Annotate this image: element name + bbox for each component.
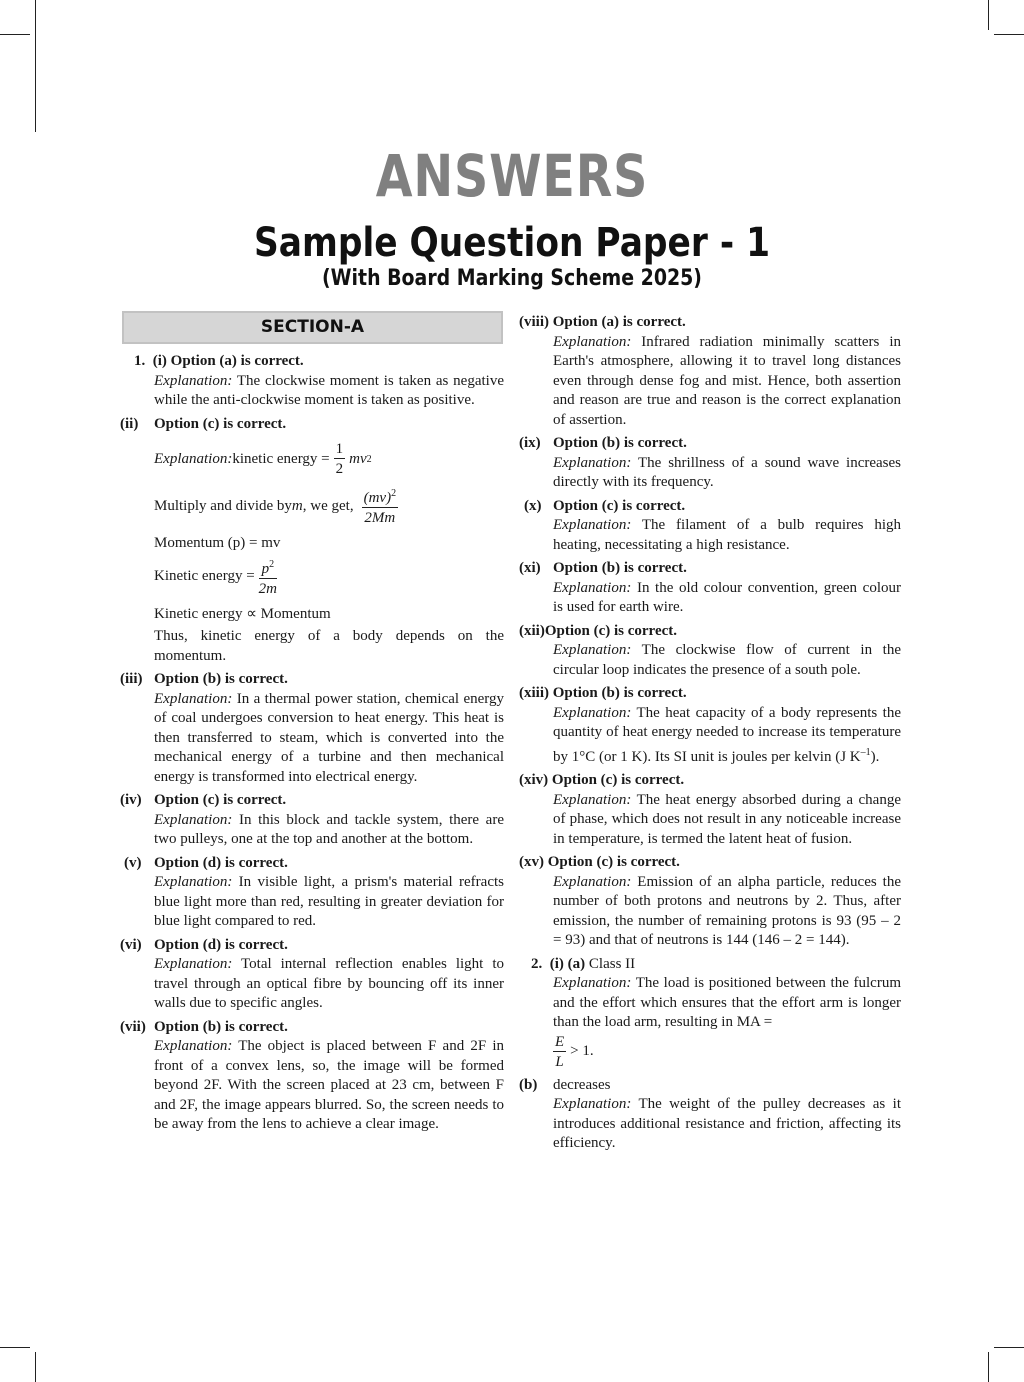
page-title: ANSWERS xyxy=(375,142,649,210)
explanation-label: Explanation: xyxy=(154,1038,233,1054)
answer-heading xyxy=(120,854,504,874)
answer-heading xyxy=(120,791,504,811)
equation-term: m xyxy=(291,497,303,514)
fraction-e-over-l xyxy=(553,1033,566,1072)
explanation-label: Explanation: xyxy=(154,372,233,389)
explanation-label: Explanation: xyxy=(553,873,632,890)
question-number: (xiii) xyxy=(519,685,549,701)
answer-option: Option (b) is correct. xyxy=(154,671,288,687)
explanation-text: Thus, kinetic energy of a body depends on the momentum. xyxy=(154,628,504,664)
crop-mark xyxy=(35,0,36,132)
equation-text: > 1. xyxy=(570,1043,594,1060)
equation-momentum: Momentum (p) = mv xyxy=(154,535,281,551)
answer-option: Option (c) is correct. xyxy=(547,854,680,870)
crop-mark xyxy=(988,0,989,30)
explanation-label: Explanation: xyxy=(553,454,632,471)
fraction-denominator: 2 xyxy=(335,461,344,477)
answer-heading xyxy=(519,559,901,579)
crop-mark xyxy=(0,34,30,35)
fraction-denominator: 2Mm xyxy=(364,510,396,526)
explanation-text: ). xyxy=(870,748,880,765)
answer-heading xyxy=(519,955,901,975)
crop-mark xyxy=(994,1347,1024,1348)
explanation-text: The shrillness of a sound wave increases directly with its frequency. xyxy=(553,454,901,490)
right-column xyxy=(519,313,901,1154)
answer-text: Class II xyxy=(588,955,636,972)
explanation-text: In this block and tackle system, there are two pulleys, one at the top and another at the bottom. xyxy=(154,811,504,847)
question-number: (iii) xyxy=(120,671,143,687)
answer-option: (i) Option (a) is correct. xyxy=(152,353,304,369)
question-number: (x) xyxy=(524,497,542,514)
question-number: 2. xyxy=(531,955,543,972)
answer-option: Option (a) is correct. xyxy=(552,314,686,330)
answer-heading xyxy=(519,622,901,642)
fraction-numerator: $p^2$ xyxy=(259,556,277,579)
answer-heading xyxy=(120,1018,504,1038)
answer-option: Option (b) is correct. xyxy=(154,1018,288,1035)
answer-option: Option (c) is correct. xyxy=(553,497,686,514)
fraction-mv xyxy=(362,485,398,528)
question-number: (xi) xyxy=(519,560,541,576)
answer-heading xyxy=(519,1076,901,1096)
question-number: (viii) xyxy=(519,314,549,330)
explanation-label: Explanation: xyxy=(553,1096,632,1112)
answer-option: Option (b) is correct. xyxy=(553,435,687,451)
explanation-text: Emission of an alpha particle, reduces the number of both protons and neutrons by 2. Thus, after emission, the number of remaining protons is 93 (95 – 2 = 93) and that of neutrons is 144 (146 – 2 = 144). xyxy=(553,873,901,948)
explanation-label: Explanation: xyxy=(154,811,233,828)
answer-heading xyxy=(519,771,901,791)
explanation-label: Explanation: xyxy=(154,450,233,467)
equation-term: mv xyxy=(349,450,367,467)
crop-mark xyxy=(0,1347,30,1348)
explanation xyxy=(120,955,504,1014)
explanation-text: Infrared radiation minimally scatters in Earth's atmosphere, allowing it to travel long distances even through dense fog and mist. Hence, both assertion and reason are true and reason is the correct explanation of assertion. xyxy=(553,333,901,428)
explanation xyxy=(120,690,504,788)
explanation-text: The weight of the pulley decreases as it introduces additional resistance and friction, affecting its efficiency. xyxy=(553,1096,901,1151)
fraction-numerator: (mv)$^2$ xyxy=(362,485,398,508)
answer-option: Option (b) is correct. xyxy=(553,560,687,576)
explanation xyxy=(519,454,901,493)
equation-text: Kinetic energy = xyxy=(154,568,255,585)
question-number: 1. xyxy=(134,353,146,369)
explanation-label: Explanation: xyxy=(553,333,632,350)
explanation-label: Explanation: xyxy=(553,791,632,808)
answer-option: Option (b) is correct. xyxy=(552,685,687,701)
explanation xyxy=(519,1095,901,1154)
answer-heading xyxy=(519,684,901,704)
explanation xyxy=(519,516,901,555)
equation-text: , we get, xyxy=(302,497,354,514)
fraction-numerator: 1 xyxy=(335,441,344,457)
equation-kinetic-energy: Explanation: kinetic energy = $\frac{1}{2}$ mv 2 xyxy=(154,441,372,477)
explanation xyxy=(120,873,504,932)
fraction-denominator: L xyxy=(555,1053,564,1070)
question-number: (xiv) xyxy=(519,772,549,788)
section-heading: SECTION-A xyxy=(122,311,503,344)
explanation-text: The filament of a bulb requires high heating, necessitating a high resistance. xyxy=(553,517,901,553)
answer-option: Option (c) is correct. xyxy=(551,772,685,788)
explanation-label: Explanation: xyxy=(154,956,233,972)
explanation-text: The clockwise moment is taken as negative while the anti-clockwise moment is taken as positive. xyxy=(154,372,504,408)
answer-heading xyxy=(519,313,901,333)
explanation xyxy=(120,811,504,850)
explanation-label: Explanation: xyxy=(154,690,233,707)
explanation-text: In the old colour convention, green colour is used for earth wire. xyxy=(553,579,901,615)
crop-mark xyxy=(994,34,1024,35)
explanation xyxy=(519,579,901,618)
answer-option: Option (d) is correct. xyxy=(154,936,288,953)
question-number: (v) xyxy=(124,854,142,871)
answer-heading xyxy=(120,415,504,435)
explanation-text: The object is placed between F and 2F in front of a convex lens, so, the image will be formed beyond 2F. With the screen placed at 23 cm, between F and 2F, the image appears blurred. So, the screen needs to be away from the lens to achieve a clear image. xyxy=(154,1038,504,1132)
paper-subtitle: (With Board Marking Scheme 2025) xyxy=(322,266,702,291)
explanation xyxy=(519,873,901,951)
explanation xyxy=(519,791,901,850)
explanation-label: Explanation: xyxy=(154,874,233,890)
answer-heading xyxy=(519,853,901,873)
answer-option: Option (c) is correct. xyxy=(154,792,287,808)
answer-heading xyxy=(519,497,901,517)
question-number: (iv) xyxy=(120,792,142,808)
explanation xyxy=(519,641,901,680)
equation-proportional: Kinetic energy ∝ Momentum xyxy=(154,605,331,622)
equation-text: Multiply and divide by xyxy=(154,497,292,514)
answer-label: (a) xyxy=(567,955,586,972)
question-number: (xv) xyxy=(519,854,544,870)
answer-text: decreases xyxy=(553,1076,611,1093)
superscript: –1 xyxy=(860,746,871,758)
answer-label: (b) xyxy=(519,1076,538,1093)
answer-heading xyxy=(120,936,504,956)
answer-option: Option (c) is correct. xyxy=(154,415,287,432)
question-number: (ii) xyxy=(120,415,139,432)
explanation xyxy=(120,372,504,411)
numerator-text: p xyxy=(261,560,270,577)
question-number: (xii) xyxy=(519,622,545,639)
equation-ma xyxy=(519,1033,901,1072)
fraction-numerator: E xyxy=(555,1033,565,1050)
explanation xyxy=(519,974,901,1033)
explanation-text: The clockwise flow of current in the circular loop indicates the presence of a south pole. xyxy=(553,642,901,678)
fraction-denominator: 2m xyxy=(258,580,277,597)
explanation-label: Explanation: xyxy=(553,579,632,596)
left-column xyxy=(120,348,504,1135)
explanation-text: In visible light, a prism's material refracts blue light more than red, resulting in greater deviation for blue light compared to red. xyxy=(154,874,504,929)
numerator-text: (mv) xyxy=(363,490,392,506)
explanation-text: The heat capacity of a body represents the quantity of heat energy needed to increase its temperature by 1°C (or 1 K). Its SI unit is joules per kelvin (J K xyxy=(553,704,901,765)
answer-option: Option (c) is correct. xyxy=(544,622,678,639)
question-number: (vi) xyxy=(120,936,142,953)
question-number: (ix) xyxy=(519,435,541,451)
equation-kinetic-energy-p xyxy=(120,556,504,599)
explanation xyxy=(519,704,901,768)
explanation-text: Total internal reflection enables light to travel through an optical fibre by bouncing off its inner walls due to specific angles. xyxy=(154,956,504,1011)
question-number: (vii) xyxy=(120,1018,146,1035)
explanation-label: Explanation: xyxy=(553,704,632,721)
explanation-label: Explanation: xyxy=(553,975,632,991)
explanation-text: In a thermal power station, chemical energy of coal undergoes conversion to heat energy. This heat is then transferred to steam, which is converted into the mechanical energy of a turbine and then mechanical energy is transformed into electrical energy. xyxy=(154,690,504,785)
crop-mark xyxy=(35,1352,36,1382)
fraction-half xyxy=(334,440,346,479)
paper-title: Sample Question Paper - 1 xyxy=(253,220,771,266)
answer-heading xyxy=(120,670,504,690)
fraction-p xyxy=(259,556,277,599)
explanation xyxy=(120,1037,504,1135)
answer-heading xyxy=(519,434,901,454)
explanation-label: Explanation: xyxy=(553,642,632,658)
explanation-text: The heat energy absorbed during a change of phase, which does not result in any noticeable increase in temperature, is termed the latent heat of fusion. xyxy=(553,791,901,847)
explanation xyxy=(519,333,901,431)
question-part: (i) xyxy=(549,955,564,972)
equation-multiply xyxy=(120,485,504,528)
crop-mark xyxy=(988,1352,989,1382)
explanation-label: Explanation: xyxy=(553,517,632,533)
answer-option: Option (d) is correct. xyxy=(154,854,288,871)
answer-heading xyxy=(120,352,504,372)
explanation-text: The load is positioned between the fulcrum and the effort which ensures that the effort arm is longer than the load arm, resulting in MA = xyxy=(553,975,901,1030)
equation-text: kinetic energy = xyxy=(232,450,330,467)
